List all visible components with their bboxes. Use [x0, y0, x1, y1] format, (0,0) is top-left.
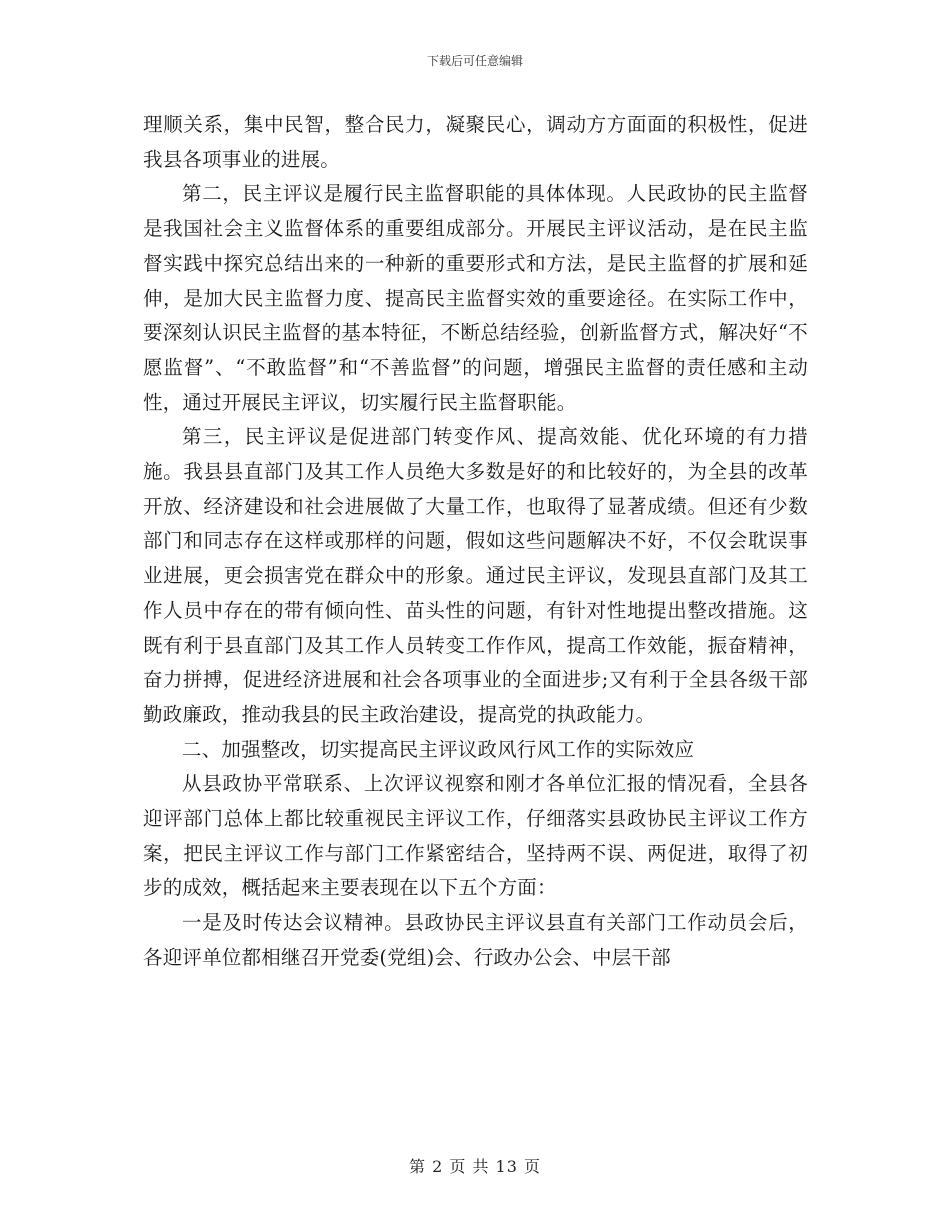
paragraph-third-point: 第三，民主评议是促进部门转变作风、提高效能、优化环境的有力措施。我县县直部门及其工作人员绝大多数是好的和比较好的，为全县的改革开放、经济建设和社会进展做了大量工作，也取得了显著成绩。但还有少数部门和同志存在这样或那样的问题，假如这些问题解决不好，不仅会耽误事业进展，更会损害党在群众中的形象。通过民主评议，发现县直部门及其工作人员中存在的带有倾向性、苗头性的问题，有针对性地提出整改措施。这既有利于县直部门及其工作人员转变工作作风，提高工作效能，振奋精神，奋力拼搏，促进经济进展和社会各项事业的全面进步;又有利于全县各级干部勤政廉政，推动我县的民主政治建设，提高党的执政能力。 — [143, 425, 808, 726]
page-number: 第 2 页 共 13 页 — [409, 1157, 541, 1176]
paragraph-overview: 从县政协平常联系、上次评议视察和刚才各单位汇报的情况看，全县各迎评部门总体上都比较重视民主评议工作，仔细落实县政协民主评议工作方案，把民主评议工作与部门工作紧密结合，坚持两不误、两促进，取得了初步的成效，概括起来主要表现在以下五个方面： — [143, 772, 808, 900]
paragraph-continuation: 理顺关系，集中民智，整合民力，凝聚民心，调动方方面面的积极性，促进我县各项事业的进展。 — [143, 113, 808, 171]
paragraph-first-item: 一是及时传达会议精神。县政协民主评议县直有关部门工作动员会后，各迎评单位都相继召开党委(党组)会、行政办公会、中层干部 — [143, 911, 808, 969]
page-header: 下载后可任意编辑 — [426, 54, 523, 68]
paragraph-second-point: 第二，民主评议是履行民主监督职能的具体体现。人民政协的民主监督是我国社会主义监督体系的重要组成部分。开展民主评议活动，是在民主监督实践中探究总结出来的一种新的重要形式和方法，是民主监督的扩展和延伸，是加大民主监督力度、提高民主监督实效的重要途径。在实际工作中，要深刻认识民主监督的基本特征，不断总结经验，创新监督方式，解决好“不愿监督”、“不敢监督”和“不善监督”的问题，增强民主监督的责任感和主动性，通过开展民主评议，切实履行民主监督职能。 — [143, 182, 808, 414]
document-body — [143, 108, 808, 976]
section-heading: 二、加强整改，切实提高民主评议政风行风工作的实际效应 — [182, 737, 695, 761]
